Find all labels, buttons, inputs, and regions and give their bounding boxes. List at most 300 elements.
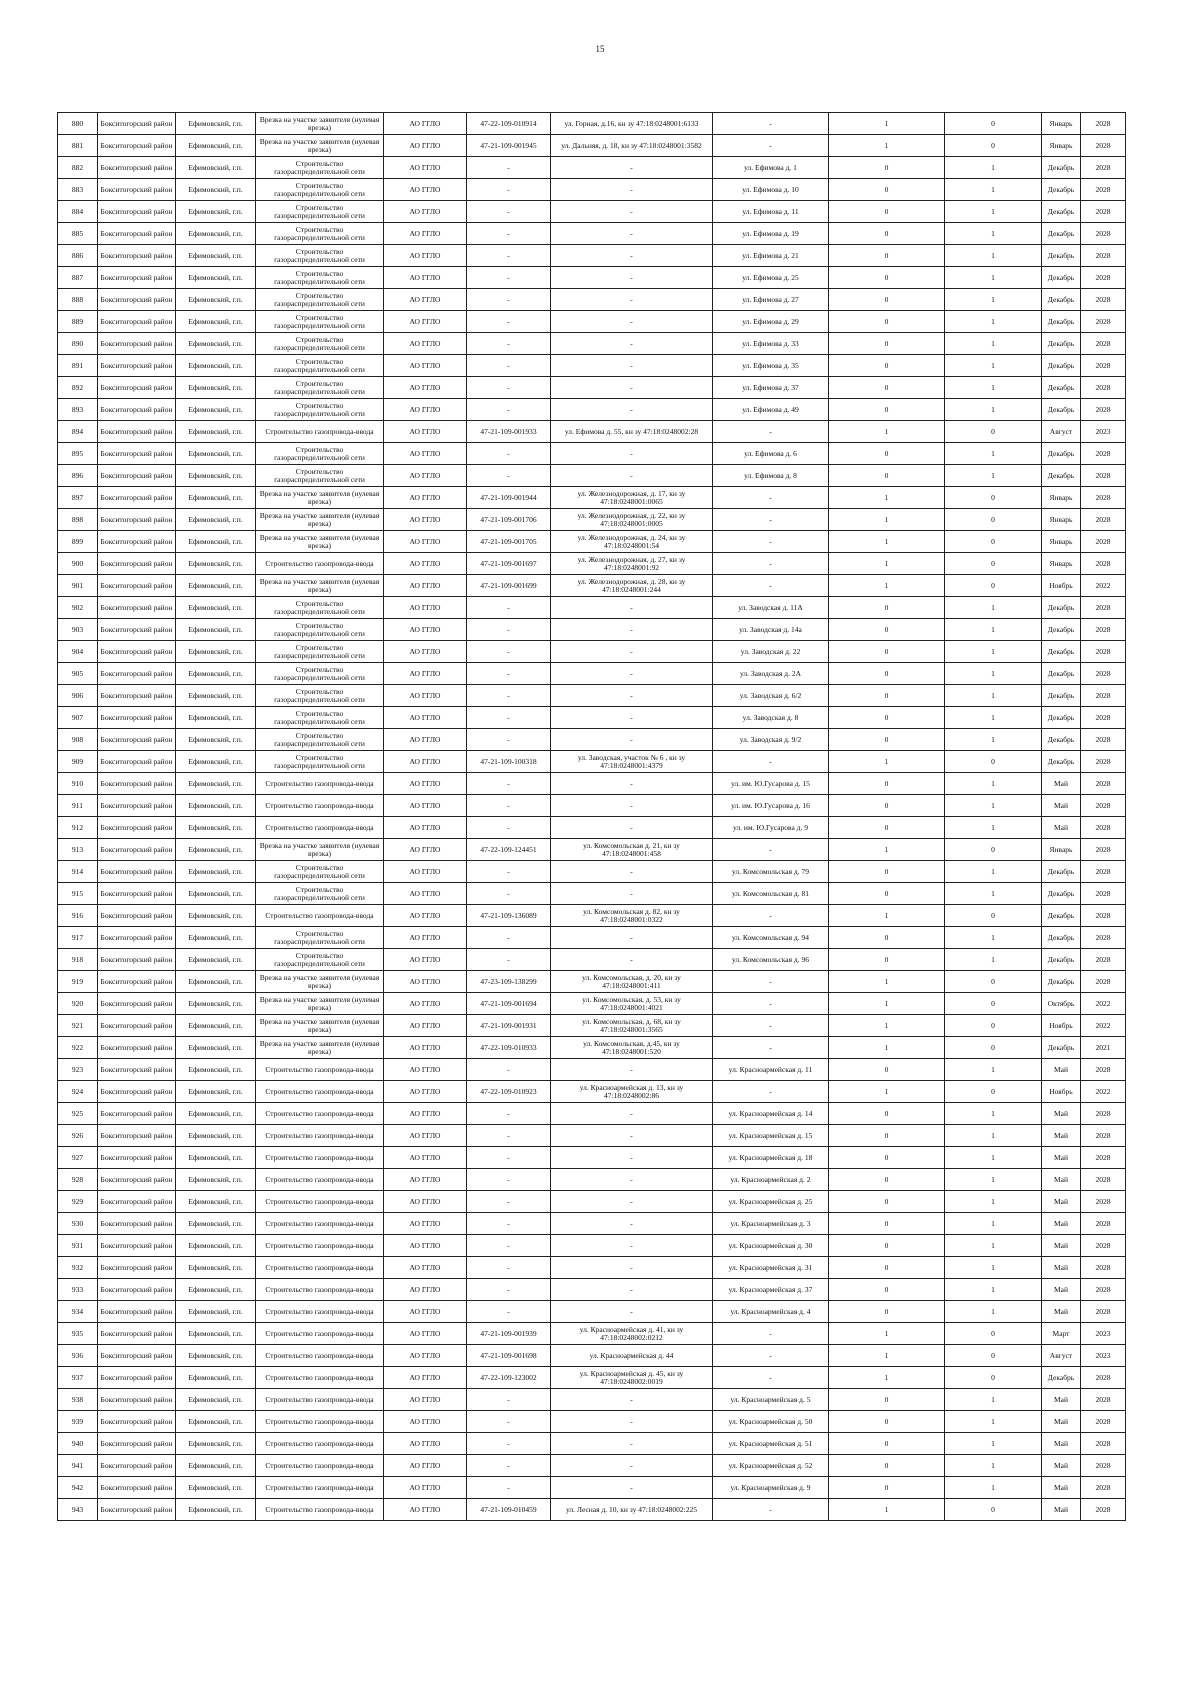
applicant-address-cell: -: [551, 1477, 713, 1499]
network-address-cell: ул. Заводская д. 9/2: [713, 729, 829, 751]
row-number-cell: 923: [58, 1059, 98, 1081]
application-number-cell: 47-21-109-001698: [467, 1345, 551, 1367]
network-address-cell: ул. им. Ю.Гусарова д. 16: [713, 795, 829, 817]
table-row: [58, 1235, 1126, 1257]
table-row: [58, 861, 1126, 883]
settlement-cell: Ефимовский, г.п.: [176, 355, 256, 377]
month-cell: Декабрь: [1042, 641, 1081, 663]
table-row: [58, 949, 1126, 971]
district-cell: Бокситогорский район: [98, 993, 176, 1015]
applicant-count-cell: 1: [829, 487, 945, 509]
application-number-cell: -: [467, 1433, 551, 1455]
application-number-cell: -: [467, 267, 551, 289]
table-row: [58, 663, 1126, 685]
row-number-cell: 890: [58, 333, 98, 355]
district-cell: Бокситогорский район: [98, 487, 176, 509]
applicant-address-cell: ул. Железнодорожная, д. 27, кн зу 47:18:0248001:92: [551, 553, 713, 575]
page-number: 15: [595, 44, 605, 54]
row-number-cell: 935: [58, 1323, 98, 1345]
row-number-cell: 936: [58, 1345, 98, 1367]
year-cell: 2028: [1081, 773, 1126, 795]
network-count-cell: 1: [945, 157, 1042, 179]
application-number-cell: -: [467, 1389, 551, 1411]
application-number-cell: -: [467, 597, 551, 619]
year-cell: 2028: [1081, 135, 1126, 157]
organization-cell: АО ГГЛО: [384, 113, 467, 135]
year-cell: 2028: [1081, 1389, 1126, 1411]
network-count-cell: 0: [945, 1367, 1042, 1389]
month-cell: Декабрь: [1042, 245, 1081, 267]
organization-cell: АО ГГЛО: [384, 1235, 467, 1257]
settlement-cell: Ефимовский, г.п.: [176, 267, 256, 289]
year-cell: 2028: [1081, 685, 1126, 707]
organization-cell: АО ГГЛО: [384, 421, 467, 443]
application-number-cell: -: [467, 1257, 551, 1279]
organization-cell: АО ГГЛО: [384, 685, 467, 707]
year-cell: 2028: [1081, 1257, 1126, 1279]
work-type-cell: Строительство газопровода-ввода: [256, 1081, 384, 1103]
work-type-cell: Врезка на участке заявителя (нулевая врезка): [256, 993, 384, 1015]
row-number-cell: 930: [58, 1213, 98, 1235]
district-cell: Бокситогорский район: [98, 245, 176, 267]
work-type-cell: Строительство газораспределительной сети: [256, 179, 384, 201]
year-cell: 2028: [1081, 443, 1126, 465]
month-cell: Декабрь: [1042, 267, 1081, 289]
table-row: [58, 201, 1126, 223]
year-cell: 2028: [1081, 905, 1126, 927]
settlement-cell: Ефимовский, г.п.: [176, 531, 256, 553]
district-cell: Бокситогорский район: [98, 1279, 176, 1301]
table-row: [58, 1477, 1126, 1499]
organization-cell: АО ГГЛО: [384, 1125, 467, 1147]
table-row: [58, 245, 1126, 267]
work-type-cell: Строительство газопровода-ввода: [256, 1301, 384, 1323]
month-cell: Май: [1042, 1301, 1081, 1323]
network-address-cell: -: [713, 575, 829, 597]
network-address-cell: ул. Ефимова д. 27: [713, 289, 829, 311]
applicant-address-cell: -: [551, 157, 713, 179]
year-cell: 2028: [1081, 333, 1126, 355]
applicant-address-cell: -: [551, 707, 713, 729]
network-count-cell: 1: [945, 333, 1042, 355]
district-cell: Бокситогорский район: [98, 377, 176, 399]
work-type-cell: Строительство газопровода-ввода: [256, 1059, 384, 1081]
month-cell: Декабрь: [1042, 443, 1081, 465]
network-count-cell: 1: [945, 641, 1042, 663]
settlement-cell: Ефимовский, г.п.: [176, 201, 256, 223]
table-row: [58, 487, 1126, 509]
organization-cell: АО ГГЛО: [384, 157, 467, 179]
work-type-cell: Строительство газораспределительной сети: [256, 355, 384, 377]
row-number-cell: 887: [58, 267, 98, 289]
settlement-cell: Ефимовский, г.п.: [176, 1191, 256, 1213]
network-address-cell: -: [713, 1015, 829, 1037]
district-cell: Бокситогорский район: [98, 157, 176, 179]
network-count-cell: 1: [945, 1455, 1042, 1477]
applicant-count-cell: 0: [829, 663, 945, 685]
settlement-cell: Ефимовский, г.п.: [176, 509, 256, 531]
applicant-count-cell: 0: [829, 795, 945, 817]
district-cell: Бокситогорский район: [98, 861, 176, 883]
row-number-cell: 884: [58, 201, 98, 223]
network-count-cell: 0: [945, 113, 1042, 135]
table-row: [58, 729, 1126, 751]
applicant-count-cell: 0: [829, 201, 945, 223]
month-cell: Май: [1042, 773, 1081, 795]
month-cell: Май: [1042, 1191, 1081, 1213]
row-number-cell: 897: [58, 487, 98, 509]
applicant-count-cell: 0: [829, 685, 945, 707]
application-number-cell: -: [467, 1455, 551, 1477]
network-address-cell: -: [713, 971, 829, 993]
organization-cell: АО ГГЛО: [384, 1477, 467, 1499]
work-type-cell: Строительство газопровода-ввода: [256, 773, 384, 795]
year-cell: 2028: [1081, 817, 1126, 839]
applicant-count-cell: 0: [829, 729, 945, 751]
settlement-cell: Ефимовский, г.п.: [176, 729, 256, 751]
organization-cell: АО ГГЛО: [384, 201, 467, 223]
settlement-cell: Ефимовский, г.п.: [176, 993, 256, 1015]
network-address-cell: ул. Красноармейская д. 2: [713, 1169, 829, 1191]
applicant-address-cell: -: [551, 399, 713, 421]
district-cell: Бокситогорский район: [98, 531, 176, 553]
district-cell: Бокситогорский район: [98, 1081, 176, 1103]
work-type-cell: Строительство газораспределительной сети: [256, 289, 384, 311]
application-number-cell: -: [467, 641, 551, 663]
row-number-cell: 934: [58, 1301, 98, 1323]
table-row: [58, 619, 1126, 641]
settlement-cell: Ефимовский, г.п.: [176, 1059, 256, 1081]
applicant-address-cell: -: [551, 1191, 713, 1213]
month-cell: Май: [1042, 1147, 1081, 1169]
row-number-cell: 903: [58, 619, 98, 641]
year-cell: 2028: [1081, 1213, 1126, 1235]
month-cell: Декабрь: [1042, 971, 1081, 993]
application-number-cell: -: [467, 1169, 551, 1191]
application-number-cell: -: [467, 443, 551, 465]
work-type-cell: Врезка на участке заявителя (нулевая врезка): [256, 1037, 384, 1059]
year-cell: 2028: [1081, 157, 1126, 179]
district-cell: Бокситогорский район: [98, 135, 176, 157]
applicant-count-cell: 0: [829, 1301, 945, 1323]
month-cell: Май: [1042, 1279, 1081, 1301]
application-number-cell: -: [467, 1147, 551, 1169]
table-row: [58, 1191, 1126, 1213]
year-cell: 2028: [1081, 1059, 1126, 1081]
year-cell: 2028: [1081, 839, 1126, 861]
table-row: [58, 311, 1126, 333]
applicant-address-cell: -: [551, 927, 713, 949]
work-type-cell: Строительство газораспределительной сети: [256, 751, 384, 773]
applicant-count-cell: 0: [829, 1389, 945, 1411]
network-count-cell: 1: [945, 377, 1042, 399]
network-count-cell: 1: [945, 1257, 1042, 1279]
organization-cell: АО ГГЛО: [384, 883, 467, 905]
organization-cell: АО ГГЛО: [384, 1059, 467, 1081]
table-body: [58, 113, 1126, 1521]
application-number-cell: 47-21-109-001939: [467, 1323, 551, 1345]
network-address-cell: -: [713, 1345, 829, 1367]
settlement-cell: Ефимовский, г.п.: [176, 289, 256, 311]
gasification-schedule-table: [57, 112, 1126, 1521]
row-number-cell: 943: [58, 1499, 98, 1521]
work-type-cell: Строительство газораспределительной сети: [256, 729, 384, 751]
applicant-address-cell: -: [551, 729, 713, 751]
month-cell: Май: [1042, 1257, 1081, 1279]
network-count-cell: 1: [945, 597, 1042, 619]
month-cell: Декабрь: [1042, 883, 1081, 905]
network-address-cell: -: [713, 421, 829, 443]
row-number-cell: 894: [58, 421, 98, 443]
table-row: [58, 465, 1126, 487]
network-count-cell: 0: [945, 531, 1042, 553]
network-count-cell: 1: [945, 1301, 1042, 1323]
row-number-cell: 892: [58, 377, 98, 399]
applicant-count-cell: 1: [829, 751, 945, 773]
settlement-cell: Ефимовский, г.п.: [176, 135, 256, 157]
network-address-cell: ул. Красноармейская д. 31: [713, 1257, 829, 1279]
applicant-address-cell: -: [551, 1059, 713, 1081]
network-count-cell: 1: [945, 883, 1042, 905]
application-number-cell: -: [467, 157, 551, 179]
application-number-cell: -: [467, 1213, 551, 1235]
network-address-cell: ул. Красноармейская д. 30: [713, 1235, 829, 1257]
row-number-cell: 883: [58, 179, 98, 201]
network-address-cell: -: [713, 1037, 829, 1059]
network-count-cell: 1: [945, 267, 1042, 289]
network-count-cell: 1: [945, 311, 1042, 333]
network-count-cell: 0: [945, 553, 1042, 575]
district-cell: Бокситогорский район: [98, 1477, 176, 1499]
row-number-cell: 907: [58, 707, 98, 729]
applicant-address-cell: -: [551, 597, 713, 619]
month-cell: Декабрь: [1042, 157, 1081, 179]
settlement-cell: Ефимовский, г.п.: [176, 1323, 256, 1345]
year-cell: 2028: [1081, 1455, 1126, 1477]
applicant-count-cell: 0: [829, 399, 945, 421]
organization-cell: АО ГГЛО: [384, 1081, 467, 1103]
work-type-cell: Строительство газопровода-ввода: [256, 1389, 384, 1411]
year-cell: 2028: [1081, 509, 1126, 531]
month-cell: Декабрь: [1042, 399, 1081, 421]
network-count-cell: 0: [945, 839, 1042, 861]
district-cell: Бокситогорский район: [98, 1301, 176, 1323]
network-count-cell: 0: [945, 575, 1042, 597]
work-type-cell: Врезка на участке заявителя (нулевая врезка): [256, 509, 384, 531]
row-number-cell: 941: [58, 1455, 98, 1477]
work-type-cell: Строительство газопровода-ввода: [256, 1323, 384, 1345]
organization-cell: АО ГГЛО: [384, 707, 467, 729]
district-cell: Бокситогорский район: [98, 1015, 176, 1037]
district-cell: Бокситогорский район: [98, 883, 176, 905]
network-address-cell: ул. Ефимова д. 35: [713, 355, 829, 377]
row-number-cell: 915: [58, 883, 98, 905]
network-address-cell: -: [713, 905, 829, 927]
applicant-address-cell: -: [551, 289, 713, 311]
district-cell: Бокситогорский район: [98, 333, 176, 355]
application-number-cell: -: [467, 795, 551, 817]
application-number-cell: -: [467, 289, 551, 311]
work-type-cell: Строительство газопровода-ввода: [256, 1147, 384, 1169]
applicant-count-cell: 0: [829, 1169, 945, 1191]
application-number-cell: -: [467, 377, 551, 399]
applicant-address-cell: ул. Красноармейская д. 44: [551, 1345, 713, 1367]
application-number-cell: -: [467, 729, 551, 751]
work-type-cell: Строительство газораспределительной сети: [256, 641, 384, 663]
applicant-count-cell: 1: [829, 993, 945, 1015]
table-row: [58, 597, 1126, 619]
applicant-count-cell: 0: [829, 619, 945, 641]
network-count-cell: 1: [945, 1059, 1042, 1081]
row-number-cell: 939: [58, 1411, 98, 1433]
organization-cell: АО ГГЛО: [384, 1433, 467, 1455]
row-number-cell: 927: [58, 1147, 98, 1169]
settlement-cell: Ефимовский, г.п.: [176, 1235, 256, 1257]
table-row: [58, 883, 1126, 905]
year-cell: 2028: [1081, 531, 1126, 553]
organization-cell: АО ГГЛО: [384, 1169, 467, 1191]
work-type-cell: Строительство газораспределительной сети: [256, 861, 384, 883]
network-count-cell: 1: [945, 773, 1042, 795]
row-number-cell: 900: [58, 553, 98, 575]
table-row: [58, 1455, 1126, 1477]
work-type-cell: Строительство газораспределительной сети: [256, 619, 384, 641]
district-cell: Бокситогорский район: [98, 1455, 176, 1477]
organization-cell: АО ГГЛО: [384, 751, 467, 773]
year-cell: 2028: [1081, 1279, 1126, 1301]
work-type-cell: Строительство газопровода-ввода: [256, 1279, 384, 1301]
applicant-count-cell: 1: [829, 575, 945, 597]
table-row: [58, 1367, 1126, 1389]
district-cell: Бокситогорский район: [98, 1037, 176, 1059]
settlement-cell: Ефимовский, г.п.: [176, 883, 256, 905]
settlement-cell: Ефимовский, г.п.: [176, 949, 256, 971]
organization-cell: АО ГГЛО: [384, 773, 467, 795]
network-address-cell: ул. Ефимова д. 33: [713, 333, 829, 355]
row-number-cell: 938: [58, 1389, 98, 1411]
row-number-cell: 899: [58, 531, 98, 553]
month-cell: Декабрь: [1042, 927, 1081, 949]
network-address-cell: -: [713, 1499, 829, 1521]
settlement-cell: Ефимовский, г.п.: [176, 751, 256, 773]
organization-cell: АО ГГЛО: [384, 729, 467, 751]
applicant-count-cell: 0: [829, 597, 945, 619]
application-number-cell: -: [467, 1235, 551, 1257]
month-cell: Май: [1042, 1169, 1081, 1191]
district-cell: Бокситогорский район: [98, 1389, 176, 1411]
work-type-cell: Строительство газораспределительной сети: [256, 949, 384, 971]
table-row: [58, 707, 1126, 729]
table-row: [58, 553, 1126, 575]
work-type-cell: Врезка на участке заявителя (нулевая врезка): [256, 487, 384, 509]
table-row: [58, 1411, 1126, 1433]
table-row: [58, 1015, 1126, 1037]
network-address-cell: ул. Заводская д. 22: [713, 641, 829, 663]
settlement-cell: Ефимовский, г.п.: [176, 1103, 256, 1125]
application-number-cell: -: [467, 1301, 551, 1323]
table-row: [58, 1279, 1126, 1301]
month-cell: Декабрь: [1042, 663, 1081, 685]
organization-cell: АО ГГЛО: [384, 245, 467, 267]
settlement-cell: Ефимовский, г.п.: [176, 1411, 256, 1433]
year-cell: 2023: [1081, 1323, 1126, 1345]
applicant-count-cell: 1: [829, 971, 945, 993]
table-row: [58, 1103, 1126, 1125]
month-cell: Декабрь: [1042, 1367, 1081, 1389]
applicant-count-cell: 0: [829, 355, 945, 377]
row-number-cell: 910: [58, 773, 98, 795]
district-cell: Бокситогорский район: [98, 399, 176, 421]
network-address-cell: ул. Заводская д. 8: [713, 707, 829, 729]
month-cell: Январь: [1042, 531, 1081, 553]
settlement-cell: Ефимовский, г.п.: [176, 1389, 256, 1411]
month-cell: Декабрь: [1042, 179, 1081, 201]
network-count-cell: 1: [945, 1235, 1042, 1257]
settlement-cell: Ефимовский, г.п.: [176, 1037, 256, 1059]
month-cell: Декабрь: [1042, 707, 1081, 729]
application-number-cell: -: [467, 707, 551, 729]
district-cell: Бокситогорский район: [98, 971, 176, 993]
work-type-cell: Строительство газопровода-ввода: [256, 1345, 384, 1367]
row-number-cell: 918: [58, 949, 98, 971]
organization-cell: АО ГГЛО: [384, 597, 467, 619]
district-cell: Бокситогорский район: [98, 927, 176, 949]
applicant-count-cell: 0: [829, 949, 945, 971]
network-address-cell: ул. Ефимова д. 10: [713, 179, 829, 201]
row-number-cell: 882: [58, 157, 98, 179]
table-row: [58, 1059, 1126, 1081]
district-cell: Бокситогорский район: [98, 1059, 176, 1081]
table-row: [58, 839, 1126, 861]
network-address-cell: ул. Красноармейская д. 14: [713, 1103, 829, 1125]
month-cell: Май: [1042, 1059, 1081, 1081]
month-cell: Май: [1042, 1433, 1081, 1455]
applicant-count-cell: 0: [829, 1103, 945, 1125]
district-cell: Бокситогорский район: [98, 1257, 176, 1279]
settlement-cell: Ефимовский, г.п.: [176, 773, 256, 795]
settlement-cell: Ефимовский, г.п.: [176, 245, 256, 267]
organization-cell: АО ГГЛО: [384, 399, 467, 421]
network-count-cell: 0: [945, 751, 1042, 773]
network-count-cell: 1: [945, 399, 1042, 421]
settlement-cell: Ефимовский, г.п.: [176, 1125, 256, 1147]
work-type-cell: Строительство газораспределительной сети: [256, 465, 384, 487]
applicant-address-cell: -: [551, 377, 713, 399]
row-number-cell: 914: [58, 861, 98, 883]
applicant-count-cell: 0: [829, 1191, 945, 1213]
row-number-cell: 908: [58, 729, 98, 751]
organization-cell: АО ГГЛО: [384, 333, 467, 355]
work-type-cell: Строительство газопровода-ввода: [256, 1235, 384, 1257]
applicant-address-cell: -: [551, 443, 713, 465]
network-count-cell: 1: [945, 1147, 1042, 1169]
settlement-cell: Ефимовский, г.п.: [176, 685, 256, 707]
district-cell: Бокситогорский район: [98, 179, 176, 201]
application-number-cell: 47-21-109-001699: [467, 575, 551, 597]
month-cell: Январь: [1042, 113, 1081, 135]
district-cell: Бокситогорский район: [98, 1433, 176, 1455]
year-cell: 2023: [1081, 421, 1126, 443]
district-cell: Бокситогорский район: [98, 1103, 176, 1125]
settlement-cell: Ефимовский, г.п.: [176, 707, 256, 729]
work-type-cell: Строительство газораспределительной сети: [256, 883, 384, 905]
applicant-address-cell: -: [551, 1279, 713, 1301]
network-count-cell: 1: [945, 795, 1042, 817]
network-address-cell: -: [713, 1367, 829, 1389]
application-number-cell: -: [467, 245, 551, 267]
applicant-address-cell: -: [551, 1213, 713, 1235]
row-number-cell: 931: [58, 1235, 98, 1257]
